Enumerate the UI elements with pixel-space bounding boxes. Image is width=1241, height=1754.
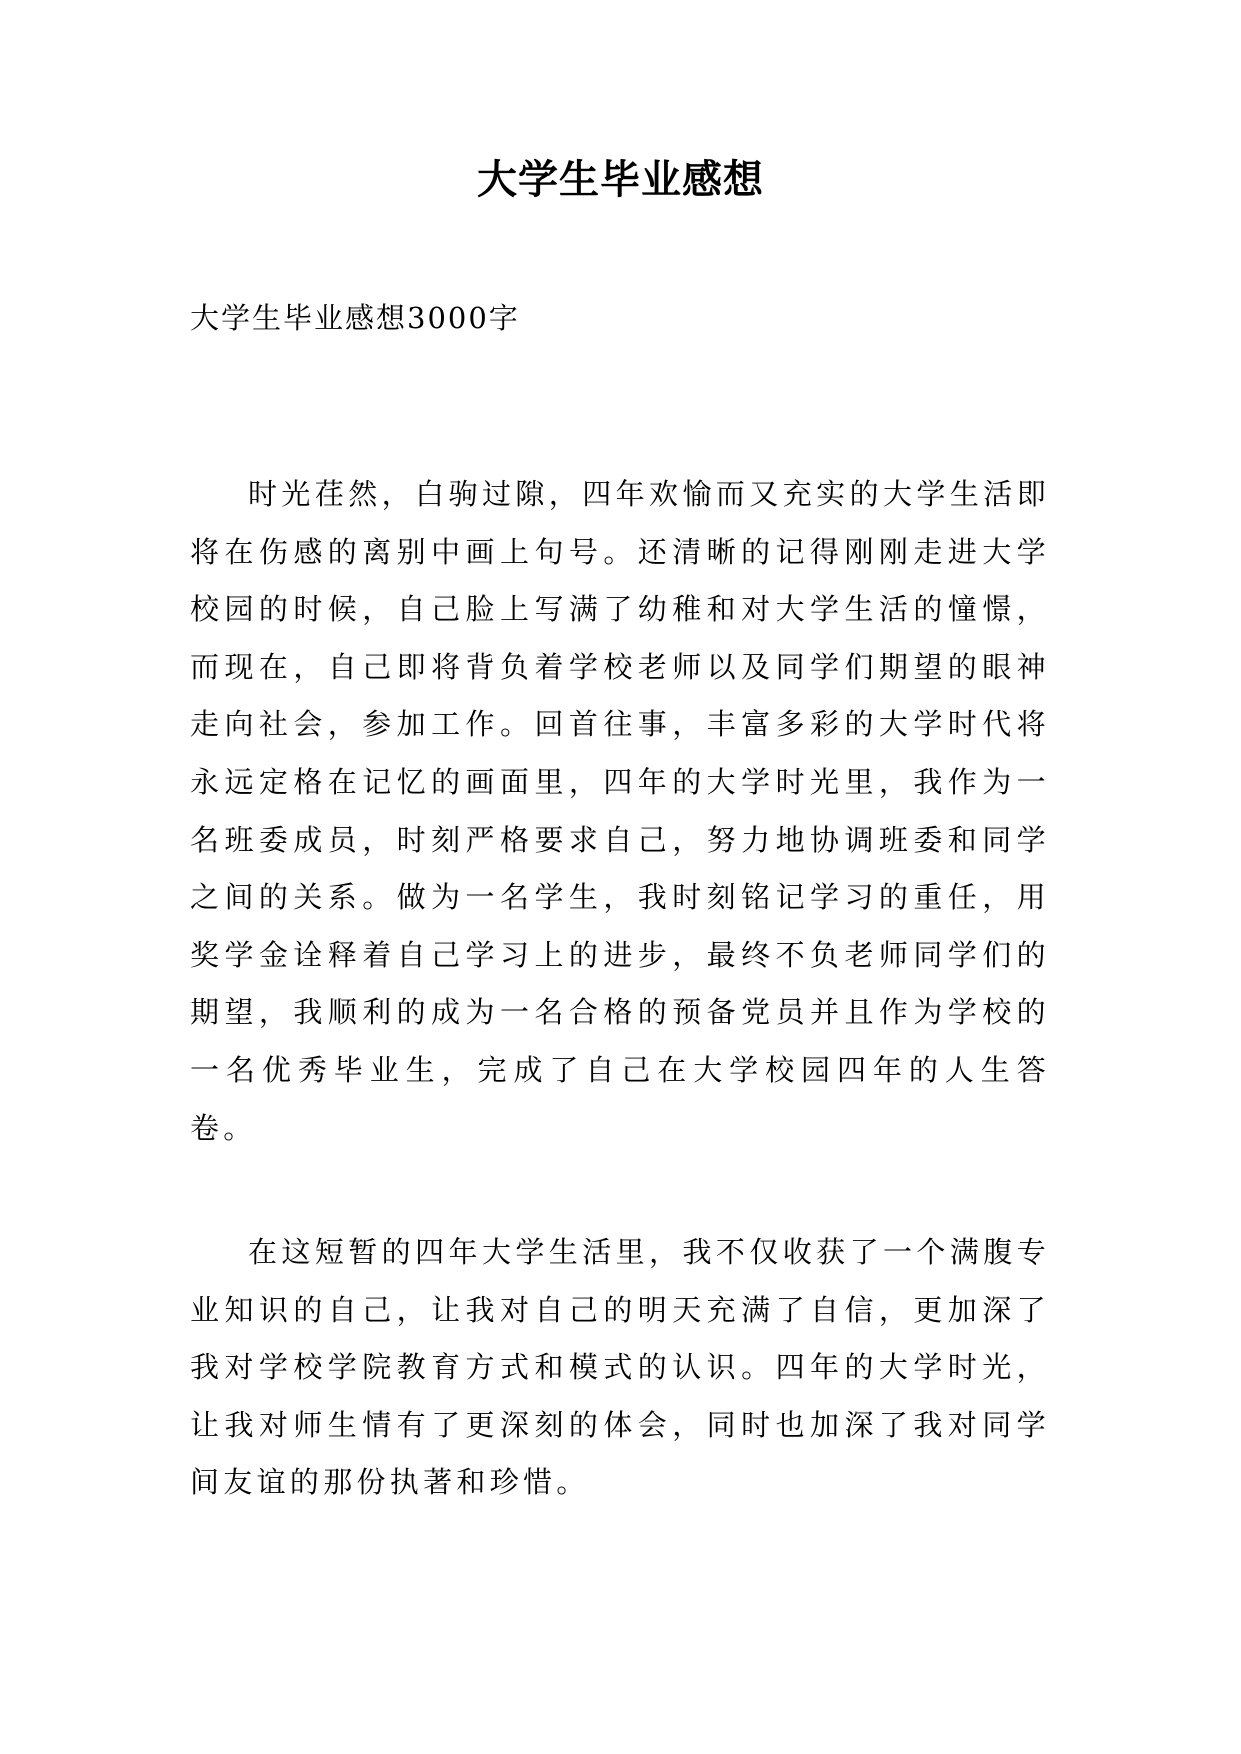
body-paragraph-2: 在这短暂的四年大学生活里，我不仅收获了一个满腹专业知识的自己，让我对自己的明天充满了自信，更加深了我对学校学院教育方式和模式的认识。四年的大学时光，让我对师生情有了更深刻的体会，同时也加深了我对同学间友谊的那份执著和珍惜。 (190, 1235, 1050, 1500)
body-paragraph-1: 时光荏然，白驹过隙，四年欢愉而又充实的大学生活即将在伤感的离别中画上句号。还清晰的记得刚刚走进大学校园的时候，自己脸上写满了幼稚和对大学生活的憧憬，而现在，自己即将背负着学校老师以及同学们期望的眼神走向社会，参加工作。回首往事，丰富多彩的大学时代将永远定格在记忆的画面里，四年的大学时光里，我作为一名班委成员，时刻严格要求自己，努力地协调班委和同学之间的关系。做为一名学生，我时刻铭记学习的重任，用奖学金诠释着自己学习上的进步，最终不负老师同学们的期望，我顺利的成为一名合格的预备党员并且作为学校的一名优秀毕业生，完成了自己在大学校园四年的人生答卷。 (190, 477, 1050, 1145)
document-title: 大学生毕业感想 (477, 156, 764, 203)
document-subtitle: 大学生毕业感想3000字 (190, 301, 520, 335)
